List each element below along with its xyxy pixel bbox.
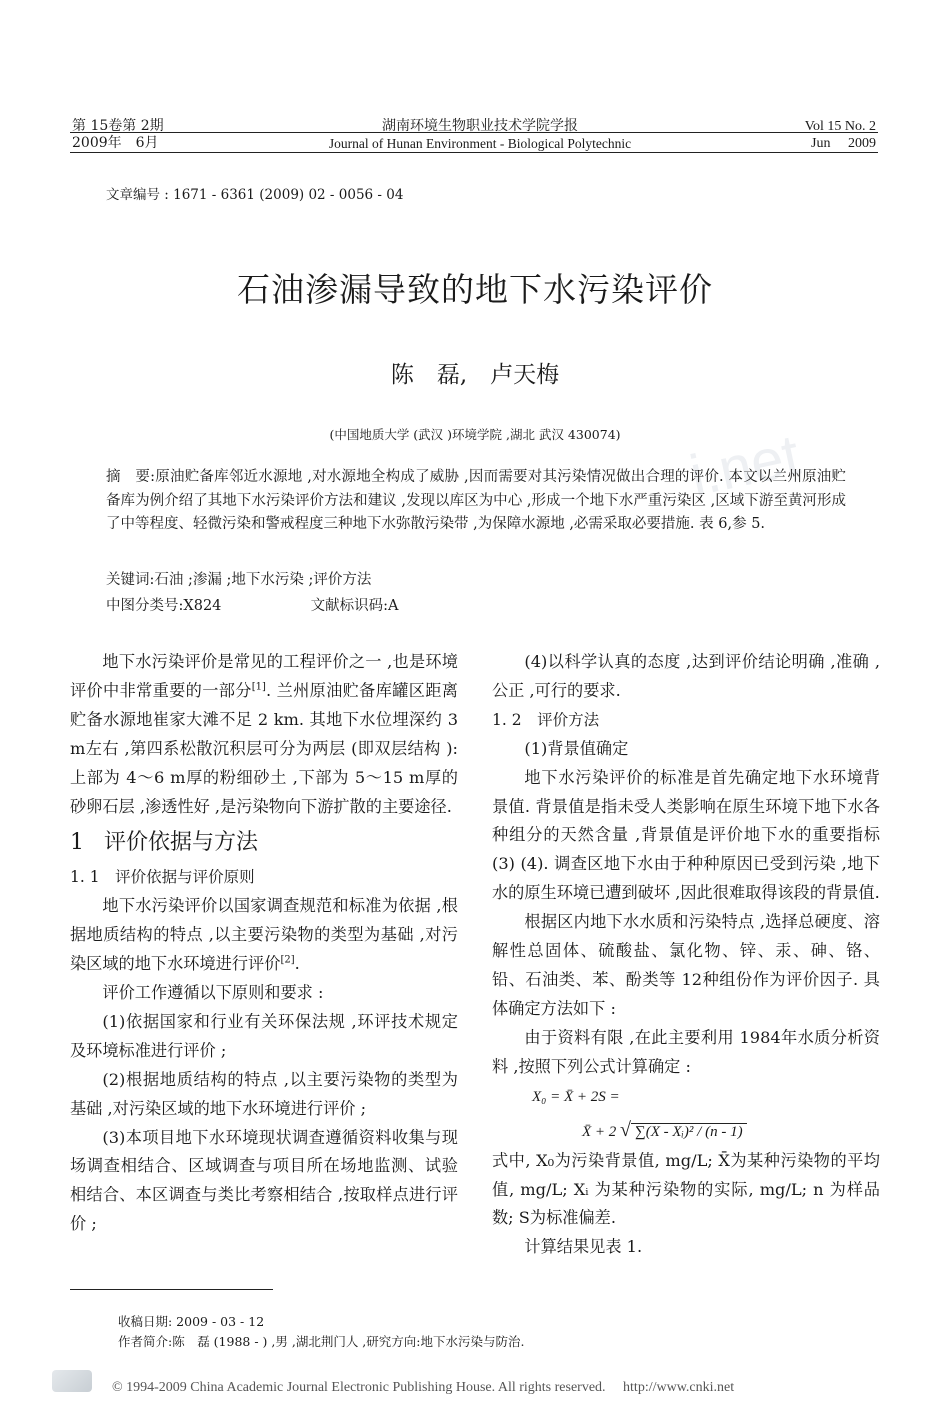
sqrt-icon: √ bbox=[620, 1118, 632, 1141]
doc-code-value: A bbox=[388, 598, 399, 614]
formula-radicand: ∑(X - Xᵢ)² / (n - 1) bbox=[631, 1123, 747, 1140]
abstract bbox=[106, 466, 846, 537]
doc-code-label: 文献标识码: bbox=[310, 598, 388, 614]
formula-line-1: X₀ = X̄ + 2S = bbox=[532, 1088, 620, 1105]
copyright-notice: © 1994-2009 China Academic Journal Electronic Publishing House. All rights reserved. http://www.cnki.net bbox=[112, 1380, 735, 1395]
citation-2: [2] bbox=[280, 954, 295, 966]
clc-value: X824 bbox=[183, 598, 222, 614]
data-source-paragraph: 由于资料有限 ,在此主要利用 1984年水质分析资料 ,按照下列公式计算确定 : bbox=[492, 1027, 880, 1076]
results-reference: 计算结果见表 1. bbox=[524, 1237, 643, 1257]
subsection-heading-1-2: 1. 2 评价方法 bbox=[492, 710, 600, 729]
header-month: Jun 2009 bbox=[811, 136, 876, 151]
background-paragraph: 地下水污染评价的标准是首先确定地下水环境背景值. 背景值是指未受人类影响在原生环境下地下水各种组分的天然含量 ,背景值是评价地下水的重要指标 (3) (4). 调查区地下水由于种种原因已受到污染 ,地下水的原生环境已遭到破坏 ,因此很难取得该段的背景值. bbox=[492, 767, 880, 903]
keywords-label: 关键词: bbox=[106, 572, 155, 588]
section-heading-1: 1 评价依据与方法 bbox=[70, 830, 259, 856]
header-date: 2009年 6月 bbox=[72, 135, 159, 151]
principle-item-3: (3)本项目地下水环境现状调查遵循资料收集与现场调查相结合、区域调查与项目所在场地监测、试验相结合、本区调查与类比考察相结合 ,按取样点进行评价 ; bbox=[70, 1127, 458, 1234]
factors-paragraph: 根据区内地下水水质和污染特点 ,选择总硬度、溶解性总固体、硫酸盐、氯化物、锌、汞、砷、铬、铅、石油类、苯、酚类等 12种组份作为评价因子. 具体确定方法如下 : bbox=[492, 912, 880, 1018]
variable-definitions: 式中, X₀为污染背景值, mg/L; X̄为某种污染物的平均值, mg/L; Xᵢ 为某种污染物的实际, mg/L; n 为样品数; S为标准偏差. bbox=[492, 1150, 880, 1228]
intro-paragraph: 地下水污染评价是常见的工程评价之一 ,也是环境评价中非常重要的一部分[1]. 兰州原油贮备库罐区距离贮备水源地崔家大滩不足 2 km. 其地下水位埋深约 3 m左右 ,第四系松散沉积层可分为两层 (即双层结构 ):上部为 4～6 m厚的粉细砂土 ,下部为 5～15 m厚的砂卵石层 ,渗透性好 ,是污染物向下游扩散的主要途径. bbox=[70, 652, 458, 816]
principles-intro: 评价工作遵循以下原则和要求 : bbox=[102, 982, 324, 1002]
right-column bbox=[492, 648, 880, 1262]
author-list: 陈 磊, 卢天梅 bbox=[390, 362, 560, 388]
header-volume: 第 15卷第 2期 bbox=[72, 118, 164, 134]
received-date: 收稿日期: 2009 - 03 - 12 bbox=[118, 1314, 265, 1329]
formula-line-2: X̄ + 2 √ ∑(X - Xᵢ)² / (n - 1) bbox=[492, 1113, 880, 1147]
cnki-logo-icon bbox=[52, 1370, 92, 1392]
principle-item-4: (4)以科学认真的态度 ,达到评价结论明确 ,准确 ,公正 ,可行的要求. bbox=[492, 652, 880, 700]
background-heading: (1)背景值确定 bbox=[524, 738, 629, 758]
keywords bbox=[106, 569, 846, 593]
header-issue: Vol 15 No. 2 bbox=[804, 119, 876, 134]
basis-paragraph: 地下水污染评价以国家调查规范和标准为依据 ,根据地质结构的特点 ,以主要污染物的类型为基础 ,对污染区域的地下水环境进行评价[2]. bbox=[70, 896, 458, 974]
citation-1: [1] bbox=[251, 681, 266, 693]
left-column bbox=[70, 648, 458, 1239]
footnote-rule bbox=[70, 1289, 273, 1290]
header-journal-cn: 湖南环境生物职业技术学院学报 bbox=[382, 118, 578, 134]
clc-label: 中图分类号: bbox=[106, 598, 184, 614]
principle-item-1: (1)依据国家和行业有关环保法规 ,环评技术规定及环境标准进行评价 ; bbox=[70, 1011, 458, 1060]
subsection-heading-1-1: 1. 1 评价依据与评价原则 bbox=[70, 868, 255, 887]
affiliation: (中国地质大学 (武汉 )环境学院 ,湖北 武汉 430074) bbox=[329, 427, 621, 442]
header-rule-top bbox=[70, 132, 878, 133]
principle-item-2: (2)根据地质结构的特点 ,以主要污染物的类型为基础 ,对污染区域的地下水环境进行评价 ; bbox=[70, 1069, 458, 1118]
keywords-text: 石油 ;渗漏 ;地下水污染 ;评价方法 bbox=[154, 572, 372, 588]
article-number: 文章编号 : 1671 - 6361 (2009) 02 - 0056 - 04 bbox=[106, 187, 404, 203]
author-bio: 作者简介:陈 磊 (1988 - ) ,男 ,湖北荆门人 ,研究方向:地下水污染与防治. bbox=[118, 1334, 525, 1349]
header-rule-bottom bbox=[70, 152, 878, 153]
abstract-text: 原油贮备库邻近水源地 ,对水源地全构成了威胁 ,因而需要对其污染情况做出合理的评价. 本文以兰州原油贮备库为例介绍了其地下水污染评价方法和建议 ,发现以库区为中心 ,形成一个地下水严重污染区 ,区域下游至黄河形成了中等程度、轻微污染和警戒程度三种地下水弥散污染带 ,为保障水源地 ,必需采取必要措施. 表 6,参 5. bbox=[106, 469, 847, 532]
header-journal-en: Journal of Hunan Environment - Biological Polytechnic bbox=[328, 136, 632, 151]
abstract-label: 摘 要: bbox=[106, 469, 156, 485]
paper-title: 石油渗漏导致的地下水污染评价 bbox=[237, 270, 713, 309]
watermark: i.net bbox=[684, 422, 806, 509]
classification bbox=[106, 595, 846, 619]
